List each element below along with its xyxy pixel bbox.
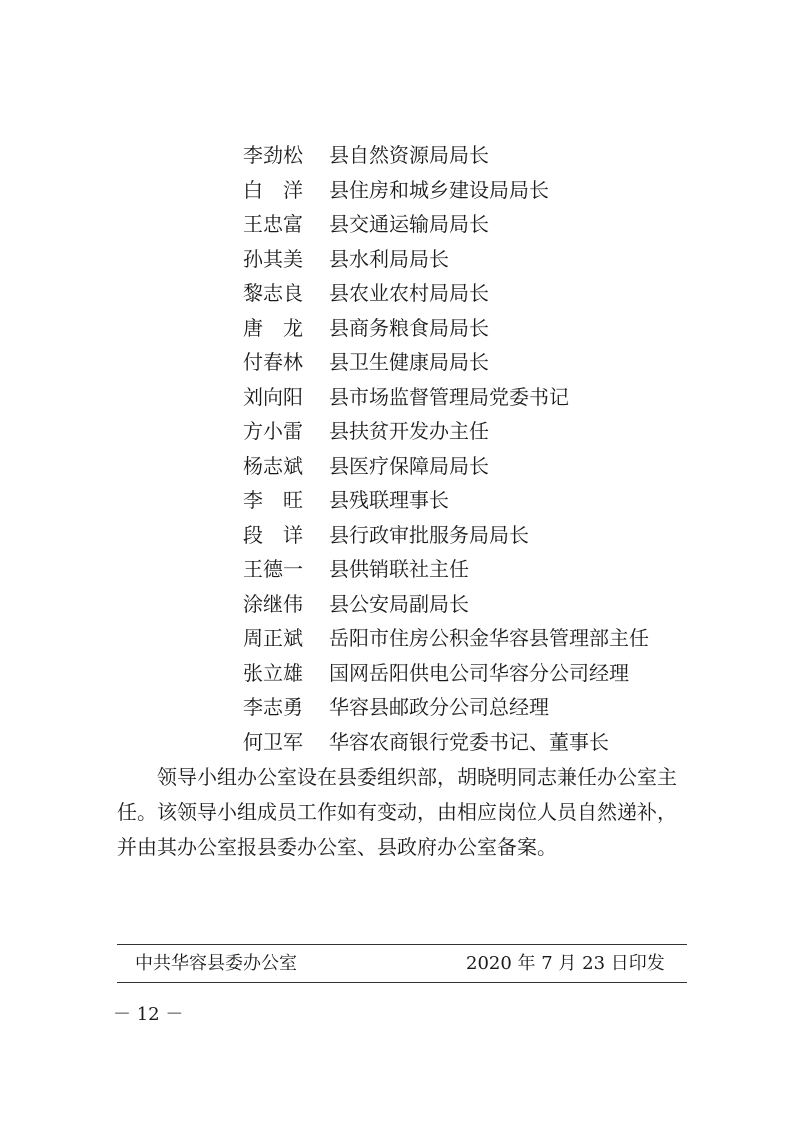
member-row bbox=[243, 345, 723, 380]
member-role: 岳阳市住房公积金华容县管理部主任 bbox=[329, 626, 649, 650]
member-name: 杨志斌 bbox=[243, 453, 303, 478]
member-role: 华容县邮政分公司总经理 bbox=[329, 695, 549, 719]
member-row bbox=[243, 518, 723, 553]
member-role: 县行政审批服务局局长 bbox=[329, 522, 529, 547]
member-row bbox=[243, 483, 723, 518]
member-name: 唐 龙 bbox=[243, 315, 303, 340]
member-role: 县残联理事长 bbox=[329, 488, 449, 512]
footer-bottom-rule bbox=[117, 982, 687, 983]
member-row bbox=[243, 621, 723, 656]
member-name: 刘向阳 bbox=[243, 384, 303, 409]
member-name: 涂继伟 bbox=[243, 591, 303, 616]
member-name: 白 洋 bbox=[243, 177, 303, 202]
office-note-text: 领导小组办公室设在县委组织部，胡晓明同志兼任办公室主任。该领导小组成员工作如有变动，由相应岗位人员自然递补，并由其办公室报县委办公室、县政府办公室备案。 bbox=[117, 765, 677, 859]
member-role: 县医疗保障局局长 bbox=[329, 453, 489, 478]
member-role: 国网岳阳供电公司华容分公司经理 bbox=[329, 660, 629, 685]
member-row bbox=[243, 690, 723, 725]
issuer: 中共华容县委办公室 bbox=[135, 953, 297, 974]
member-name: 何卫军 bbox=[243, 729, 303, 754]
member-row bbox=[243, 725, 723, 760]
member-list bbox=[243, 138, 723, 759]
member-name: 王德一 bbox=[243, 557, 303, 581]
member-role: 县水利局局长 bbox=[329, 246, 449, 271]
member-role: 华容农商银行党委书记、董事长 bbox=[329, 729, 609, 754]
member-role: 县供销联社主任 bbox=[329, 557, 469, 581]
member-row bbox=[243, 552, 723, 587]
member-role: 县公安局副局长 bbox=[329, 591, 469, 616]
member-name: 张立雄 bbox=[243, 660, 303, 685]
member-row bbox=[243, 138, 723, 173]
member-name: 付春林 bbox=[243, 350, 303, 374]
member-role: 县商务粮食局局长 bbox=[329, 315, 489, 340]
member-role: 县卫生健康局局长 bbox=[329, 350, 489, 374]
member-role: 县农业农村局局长 bbox=[329, 281, 489, 305]
member-name: 李 旺 bbox=[243, 488, 303, 512]
member-row bbox=[243, 380, 723, 415]
member-role: 县住房和城乡建设局局长 bbox=[329, 177, 549, 202]
member-name: 李劲松 bbox=[243, 143, 303, 167]
member-role: 县交通运输局局长 bbox=[329, 212, 489, 236]
page-number: － 12 － bbox=[113, 1004, 184, 1025]
member-row bbox=[243, 311, 723, 346]
member-row bbox=[243, 656, 723, 691]
member-name: 李志勇 bbox=[243, 695, 303, 719]
issue-date: 2020 年 7 月 23 日印发 bbox=[466, 953, 665, 974]
member-row bbox=[243, 414, 723, 449]
member-name: 周正斌 bbox=[243, 626, 303, 650]
member-row bbox=[243, 242, 723, 277]
member-role: 县市场监督管理局党委书记 bbox=[329, 384, 569, 409]
member-name: 段 详 bbox=[243, 522, 303, 547]
member-row bbox=[243, 173, 723, 208]
member-row bbox=[243, 449, 723, 484]
member-name: 孙其美 bbox=[243, 246, 303, 271]
member-name: 黎志良 bbox=[243, 281, 303, 305]
member-name: 方小雷 bbox=[243, 419, 303, 443]
member-name: 王忠富 bbox=[243, 212, 303, 236]
footer-top-rule bbox=[117, 944, 687, 945]
office-note bbox=[117, 760, 677, 865]
member-row bbox=[243, 587, 723, 622]
member-row bbox=[243, 276, 723, 311]
member-role: 县扶贫开发办主任 bbox=[329, 419, 489, 443]
member-role: 县自然资源局局长 bbox=[329, 143, 489, 167]
member-row bbox=[243, 207, 723, 242]
